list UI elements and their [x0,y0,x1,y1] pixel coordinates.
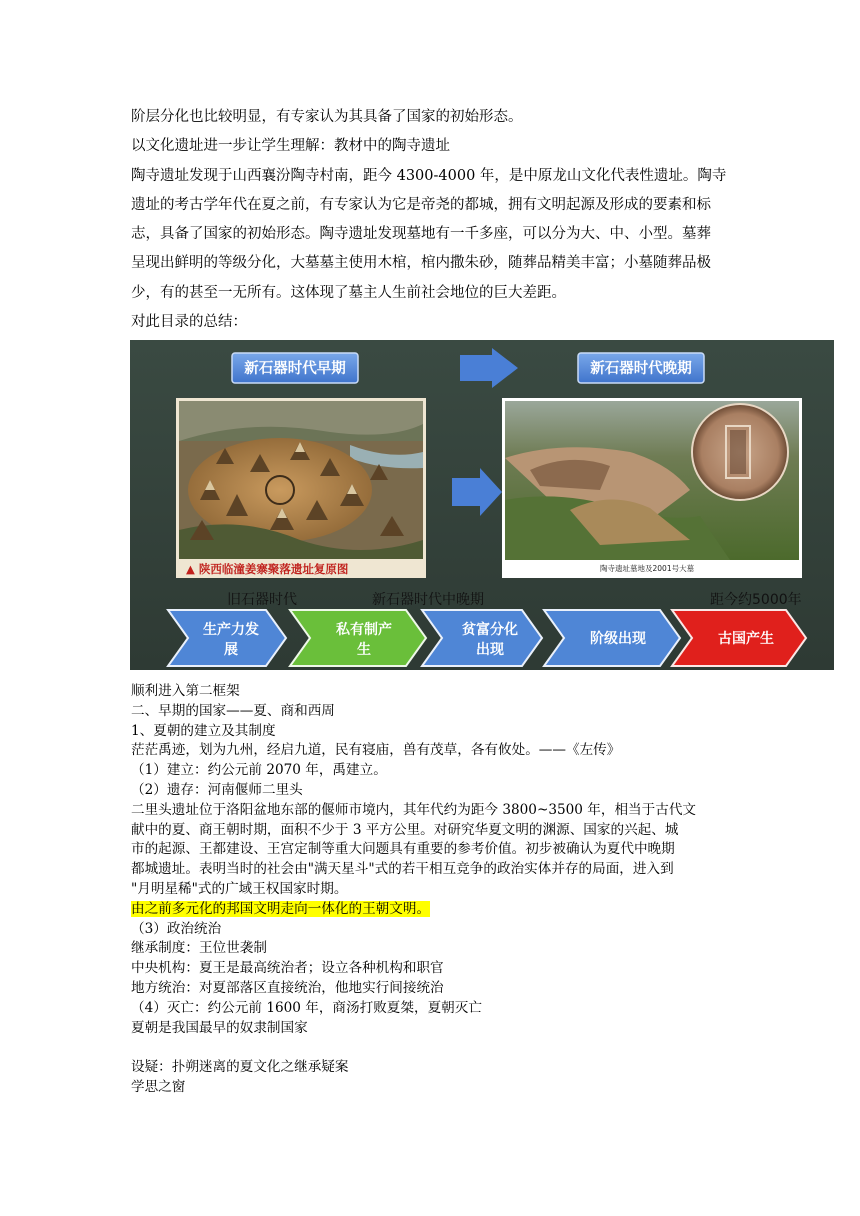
paragraph-line: 遗址的考古学年代在夏之前，有专家认为它是帝尧的都城，拥有文明起源及形成的要素和标 [131,196,711,213]
process-chevron [672,610,806,666]
text-line: 市的起源、王都建设、王宫定制等重大问题具有重要的参考价值。初步被确认为夏代中晚期 [131,841,675,858]
blank-line [131,1038,741,1058]
quote-line: 茫茫禹迹，划为九州，经启九道，民有寝庙，兽有茂草，各有攸处。——《左传》 [131,742,621,759]
box-early-neolithic-label: 新石器时代早期 [244,361,346,377]
box-early-neolithic [232,353,358,383]
process-chevron [422,610,542,666]
box-late-neolithic [578,353,704,383]
paragraph-line: 以文化遗址进一步让学生理解：教材中的陶寺遗址 [131,138,450,155]
process-chevron [544,610,680,666]
era-label: 新石器时代中晚期 [372,592,484,608]
chevron-label: 生 [357,642,371,658]
chevron-label: 展 [224,642,238,658]
chevron-label: 私有制产 [336,622,392,638]
paragraph-line: 陶寺遗址发现于山西襄汾陶寺村南，距今 4300-4000 年，是中原龙山文化代表性遗址。陶寺 [131,167,727,184]
right-arrow-icon [460,348,518,388]
left-image-caption: ▲ 陕西临潼姜寨聚落遗址复原图 [186,562,349,576]
text-line: 继承制度：王位世袭制 [131,940,267,957]
text-line: 献中的夏、商王朝时期，面积不少于 3 平方公里。对研究华夏文明的渊源、国家的兴起、城 [131,821,679,838]
right-arrow-icon [452,468,502,516]
chevron-label: 贫富分化 [462,622,518,638]
text-line: （3）政治统治 [131,920,222,937]
bottom-text-block [131,682,741,1098]
text-line: 都城遗址。表明当时的社会由"满天星斗"式的若干相互竞争的政治实体并存的局面，进入到 [131,861,674,878]
highlight-row [131,900,741,920]
text-line: 顺利进入第二框架 [131,683,240,699]
paragraph-line: 呈现出鲜明的等级分化，大墓墓主使用木棺，棺内撒朱砂，随葬品精美丰富；小墓随葬品极 [131,255,711,272]
process-chevron [168,610,286,666]
text-line: （4）灭亡：约公元前 1600 年，商汤打败夏桀，夏朝灭亡 [131,999,482,1016]
text-line: （2）遗存：河南偃师二里头 [131,781,303,798]
right-image-caption: 陶寺遗址墓地及2001号大墓 [600,564,695,573]
text-line: "月明星稀"式的广域王权国家时期。 [131,880,348,897]
jiangzhai-village-image [176,398,426,578]
text-line: 二里头遗址位于洛阳盆地东部的偃师市境内，其年代约为距今 3800~3500 年，相当于古代文 [131,801,697,818]
text-line: 学思之窗 [131,1078,186,1095]
chevron-label: 生产力发 [203,622,259,638]
text-line: 中央机构：夏王是最高统治者；设立各种机构和职官 [131,960,444,977]
paragraph-line: 志，具备了国家的初始形态。陶寺遗址发现墓地有一千多座，可以分为大、中、小型。墓葬 [131,226,711,243]
text-line: 地方统治：对夏部落区直接统治，他地实行间接统治 [131,979,444,996]
text-line: 设疑：扑朔迷离的夏文化之继承疑案 [131,1059,349,1076]
paragraph-line: 阶层分化也比较明显，有专家认为其具备了国家的初始形态。 [131,109,523,125]
chevron-label: 出现 [476,642,504,658]
top-text-block [131,103,731,337]
section-heading: 二、早期的国家——夏、商和西周 [131,702,335,719]
text-line: 夏朝是我国最早的奴隶制国家 [131,1019,308,1036]
paragraph-line: 少，有的甚至一无所有。这体现了墓主人生前社会地位的巨大差距。 [131,284,566,301]
summary-slide-image [130,340,834,670]
section-heading: 1、夏朝的建立及其制度 [131,722,276,739]
paragraph-line: 对此目录的总结： [131,314,247,331]
chevron-label: 古国产生 [718,631,774,647]
highlighted-text: 由之前多元化的邦国文明走向一体化的王朝文明。 [131,900,431,917]
era-label: 旧石器时代 [227,592,297,608]
box-late-neolithic-label: 新石器时代晚期 [590,361,692,377]
text-line: （1）建立：约公元前 2070 年，禹建立。 [131,762,387,779]
era-label: 距今约5000年 [710,592,802,608]
process-chevron [290,610,426,666]
taosi-site-image [502,398,802,578]
chevron-label: 阶级出现 [590,631,646,647]
